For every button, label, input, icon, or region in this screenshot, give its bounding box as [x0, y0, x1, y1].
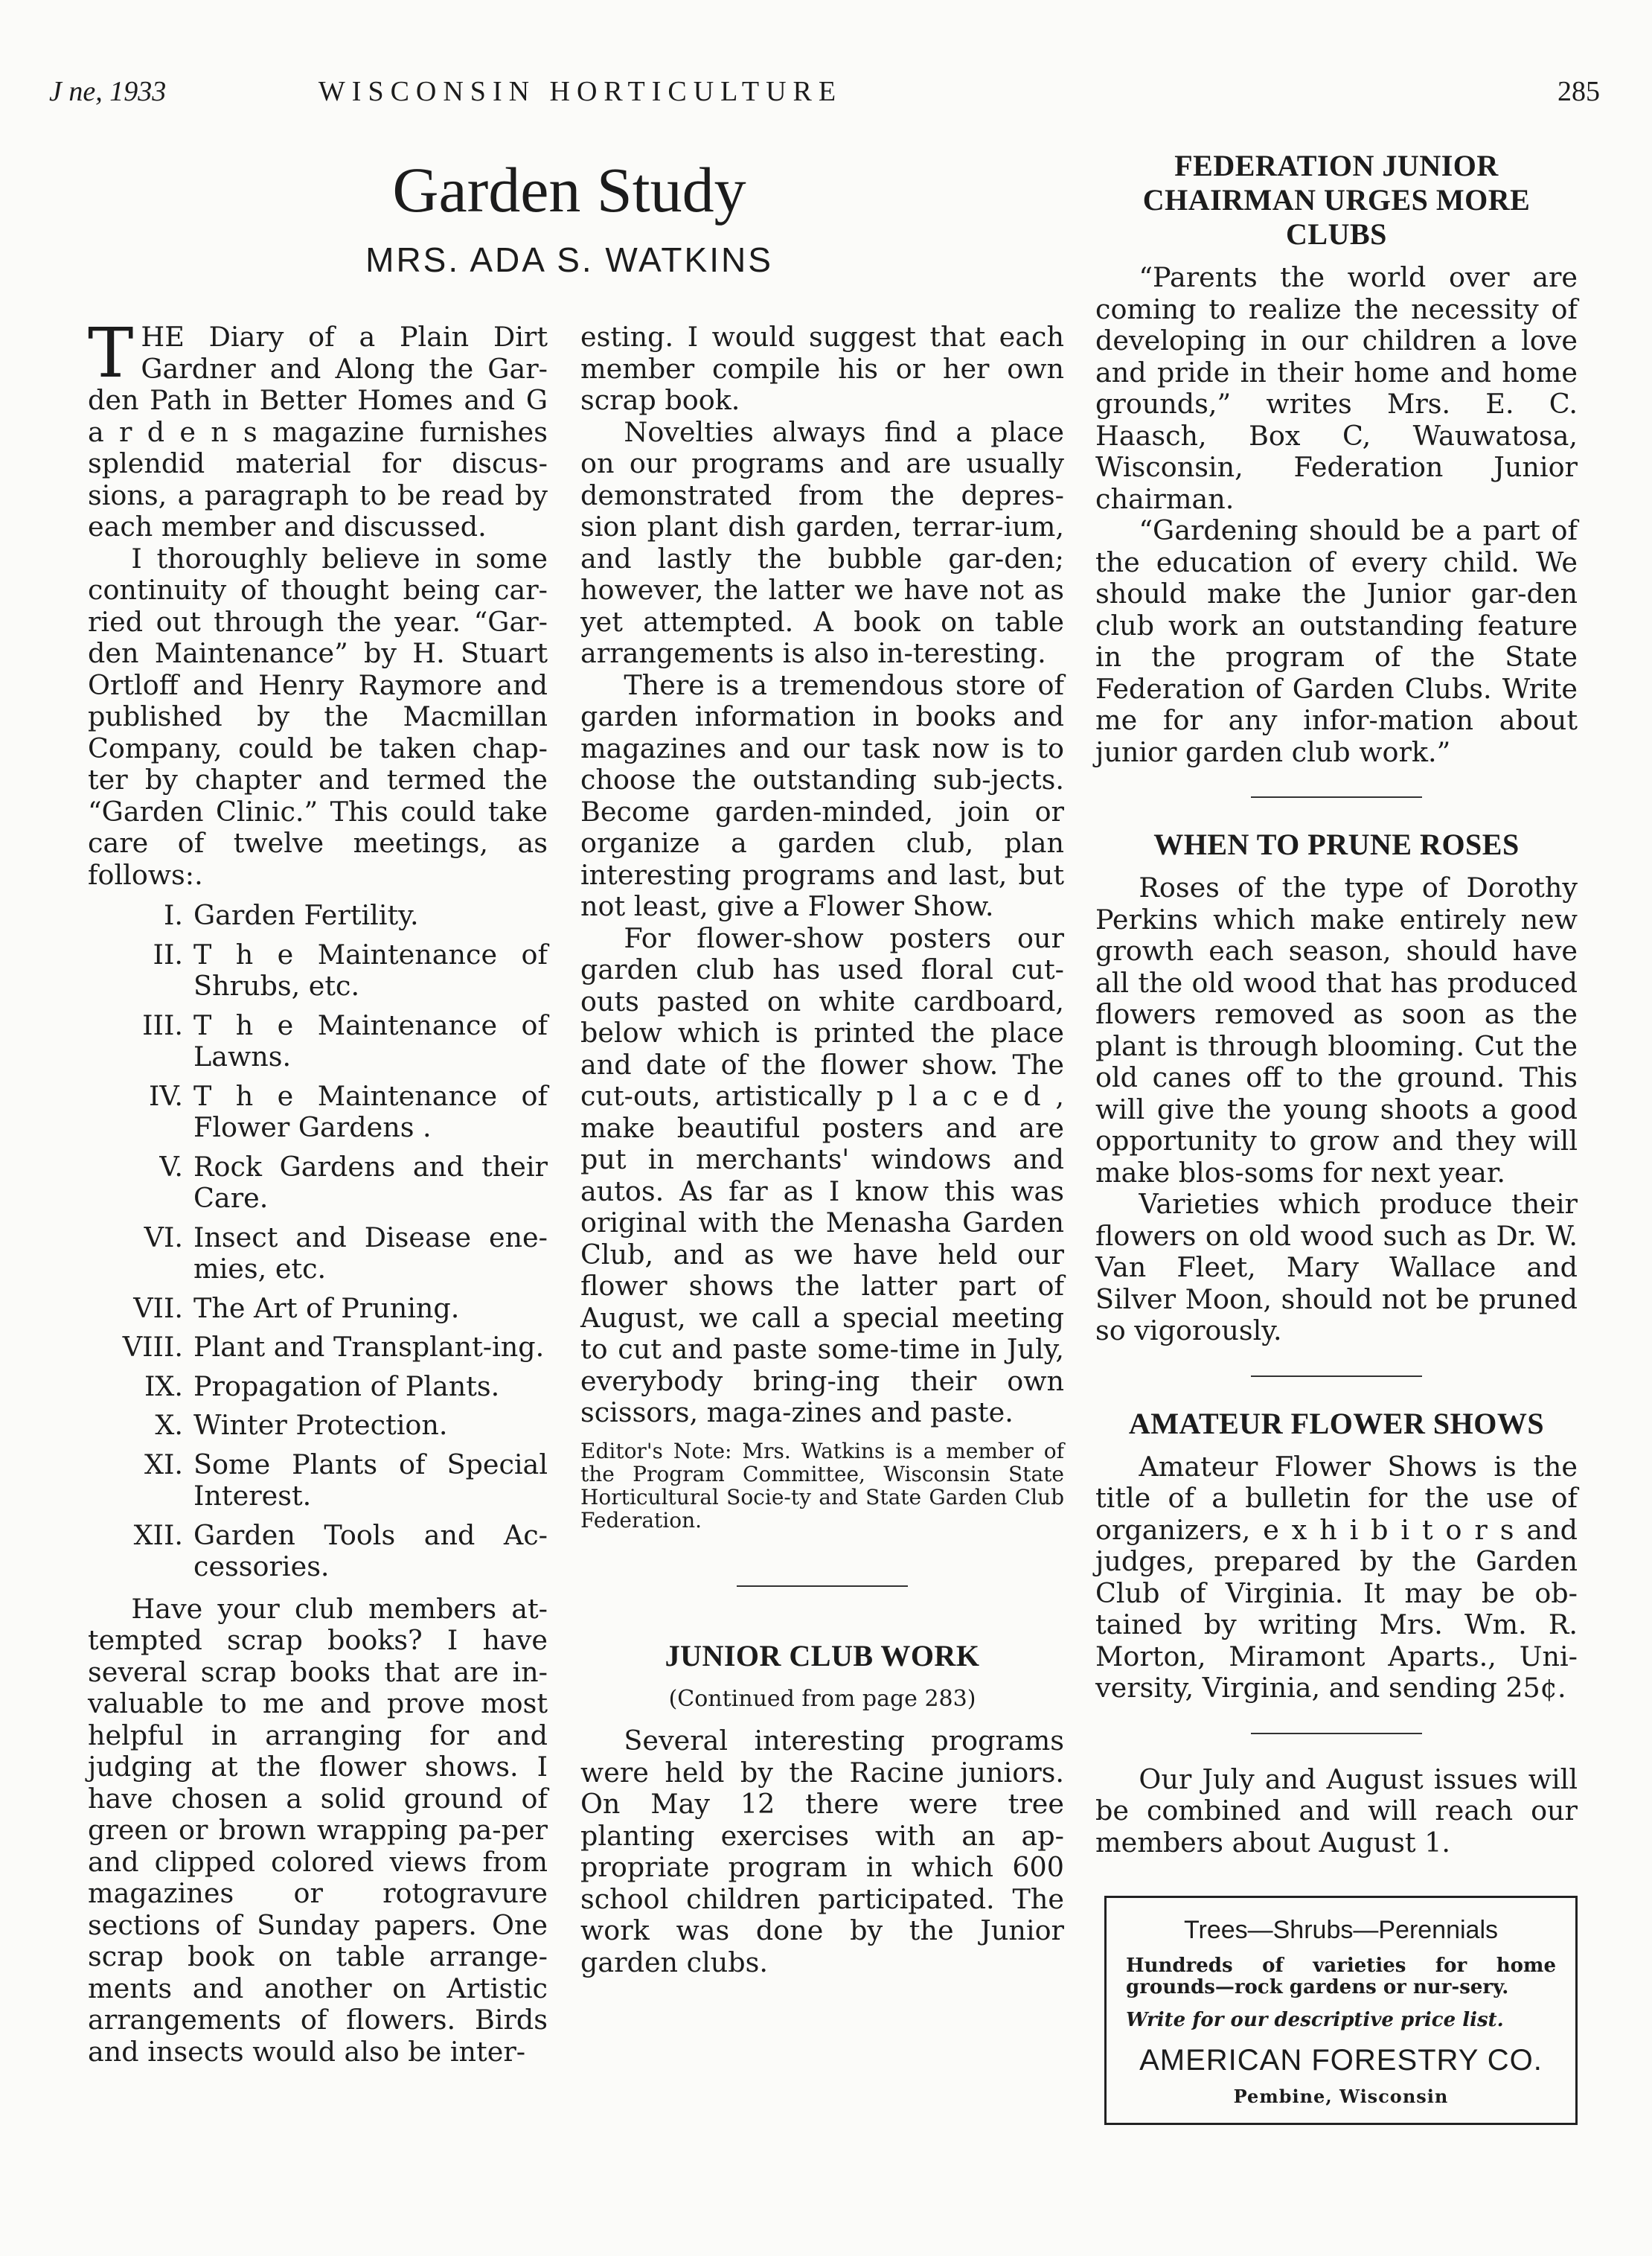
topic-item: XII. Garden Tools and Ac-cessories.: [133, 1518, 548, 1582]
topic-item: XI. Some Plants of Special Interest.: [144, 1448, 548, 1512]
article-byline: MRS. ADA S. WATKINS: [365, 240, 773, 279]
federation-paragraph-2: “Gardening should be a part of the education of every child. We should make the Junior gar-den club work an outstanding feature in the program of the State Federation of Garden Clubs. Write me for any infor-mation about junior garden club work.”: [1095, 514, 1578, 768]
ad-products: Trees—Shrubs—Perennials: [1183, 1916, 1499, 1944]
magazine-title: WISCONSIN HORTICULTURE: [318, 76, 843, 107]
article-paragraph-4: esting. I would suggest that each member compile his or her own scrap book.: [580, 321, 1064, 416]
article-paragraph-1: THE Diary of a Plain Dirt Gardner and Along the Gar-den Path in Better Homes and G a r d e n s magazine furnishes splendid material for discus-sions, a paragraph to be read by each member and discussed.: [88, 313, 548, 543]
topic-item: V. Rock Gardens and their Care.: [159, 1150, 548, 1214]
topic-item: VI. Insect and Disease ene-mies, etc.: [144, 1221, 548, 1285]
federation-heading: FEDERATION JUNIOR CHAIRMAN URGES MORE CLUBS: [1142, 149, 1531, 251]
ad-location: Pembine, Wisconsin: [1233, 2085, 1449, 2107]
issue-date: J ne, 1933: [49, 76, 167, 107]
topic-item: VII. The Art of Pruning.: [133, 1291, 460, 1324]
article-column-1: [88, 313, 548, 2068]
federation-paragraph-1: “Parents the world over are coming to realize the necessity of developing in our children a love and pride in their home and home grounds,” writes Mrs. E. C. Haasch, Box C, Wauwatosa, Wisconsin, Federation Junior chairman.: [1095, 261, 1578, 515]
section-divider: [1251, 1375, 1422, 1377]
editor-note: Editor's Note: Mrs. Watkins is a member of the Program Committee, Wisconsin State Horticultural Socie-ty and State Garden Club Federation.: [580, 1438, 1064, 1533]
page-number: 285: [1557, 76, 1600, 107]
topic-item: IX. Propagation of Plants.: [144, 1370, 500, 1402]
article-paragraph-2: I thoroughly believe in some continuity of thought being car-ried out through the year. “Gar-den Maintenance” by H. Stuart Ortloff and Henry Raymore and published by the Macmillan Company, could be taken chap-ter by chapter and termed the “Garden Clinic.” This could take care of twelve meetings, as follows:.: [88, 542, 548, 891]
junior-club-heading: JUNIOR CLUB WORK: [665, 1638, 980, 1672]
article-column-2: [580, 322, 1064, 1978]
prune-paragraph-2: Varieties which produce their flowers on old wood such as Dr. W. Van Fleet, Mary Wallace and Silver Moon, should not be pruned so vigorously.: [1095, 1188, 1578, 1346]
sidebar-column: [1095, 149, 1578, 2125]
amateur-paragraph: Amateur Flower Shows is the title of a bulletin for the use of organizers, e x h i b i t o r s and judges, prepared by the Garden Club of Virginia. It may be ob-tained by writing Mrs. Wm. R. Morton, Miramont Aparts., Uni-versity, Virginia, and sending 25¢.: [1095, 1450, 1578, 1704]
topic-item: IV. T h e Maintenance of Flower Gardens .: [149, 1079, 548, 1143]
topic-item: VIII. Plant and Transplant-ing.: [122, 1331, 545, 1363]
section-divider: [737, 1585, 908, 1587]
drop-cap: T: [88, 313, 134, 393]
junior-club-body: Several interesting programs were held by the Racine juniors. On May 12 there were tree planting exercises with an ap-propriate program in which 600 school children participated. The work was done by the Junior garden clubs.: [580, 1725, 1064, 1978]
topic-item: I. Garden Fertility.: [163, 899, 419, 931]
advertisement-box: [1104, 1896, 1578, 2125]
topic-item: X. Winter Protection.: [155, 1409, 448, 1441]
continued-note: (Continued from page 283): [668, 1685, 976, 1712]
section-divider: [1251, 796, 1422, 798]
topic-item: II. T h e Maintenance of Shrubs, etc.: [153, 938, 548, 1002]
article-paragraph-6: There is a tremendous store of garden information in books and magazines and our task now is to choose the outstanding sub-jects. Become garden-minded, join or organize a garden club, plan interesting programs and last, but not least, give a Flower Show.: [580, 668, 1064, 922]
article-paragraph-7: For flower-show posters our garden club has used floral cut-outs pasted on white cardboard, below which is printed the place and date of the flower show. The cut-outs, artistically p l a c e d , make beautiful posters and are put in merchants' windows and autos. As far as I know this was original with the Menasha Garden Club, and as we have held our flower shows the latter part of August, we call a special meeting to cut and paste some-time in July, everybody bring-ing their own scissors, maga-zines and paste.: [580, 921, 1064, 1428]
issue-notice: Our July and August issues will be combined and will reach our members about August 1.: [1095, 1763, 1578, 1859]
amateur-shows-heading: AMATEUR FLOWER SHOWS: [1128, 1406, 1545, 1440]
article-paragraph-3: Have your club members at-tempted scrap books? I have several scrap books that are in-valuable to me and prove most helpful in arranging for and judging at the flower shows. I have chosen a solid ground of green or brown wrapping pa-per and clipped colored views from magazines or rotogravure sections of Sunday papers. One scrap book on table arrange-ments and another on Artistic arrangements of flowers. Birds and insects would also be inter-: [88, 1592, 548, 2068]
article-title: Garden Study: [392, 154, 746, 226]
ad-call-to-action: Write for our descriptive price list.: [1126, 2008, 1504, 2031]
topic-item: III. T h e Maintenance of Lawns.: [142, 1009, 548, 1073]
section-divider: [1251, 1733, 1422, 1734]
meeting-topics-list: [88, 900, 548, 1583]
ad-company-name: AMERICAN FORESTRY CO.: [1139, 2044, 1543, 2077]
ad-description: Hundreds of varieties for home grounds—rock gardens or nur-sery.: [1126, 1954, 1556, 1998]
article-paragraph-5: Novelties always find a place on our programs and are usually demonstrated from the depres-sion plant dish garden, terrar-ium, and lastly the bubble gar-den; however, the latter we have not as yet attempted. A book on table arrangements is also in-teresting.: [580, 415, 1064, 669]
prune-paragraph-1: Roses of the type of Dorothy Perkins which make entirely new growth each season, should have all the old wood that has produced flowers removed as soon as the plant is through blooming. Cut the old canes off to the ground. This will give the young shoots a good opportunity to grow and they will make blos-soms for next year.: [1095, 872, 1578, 1189]
prune-roses-heading: WHEN TO PRUNE ROSES: [1153, 828, 1520, 861]
